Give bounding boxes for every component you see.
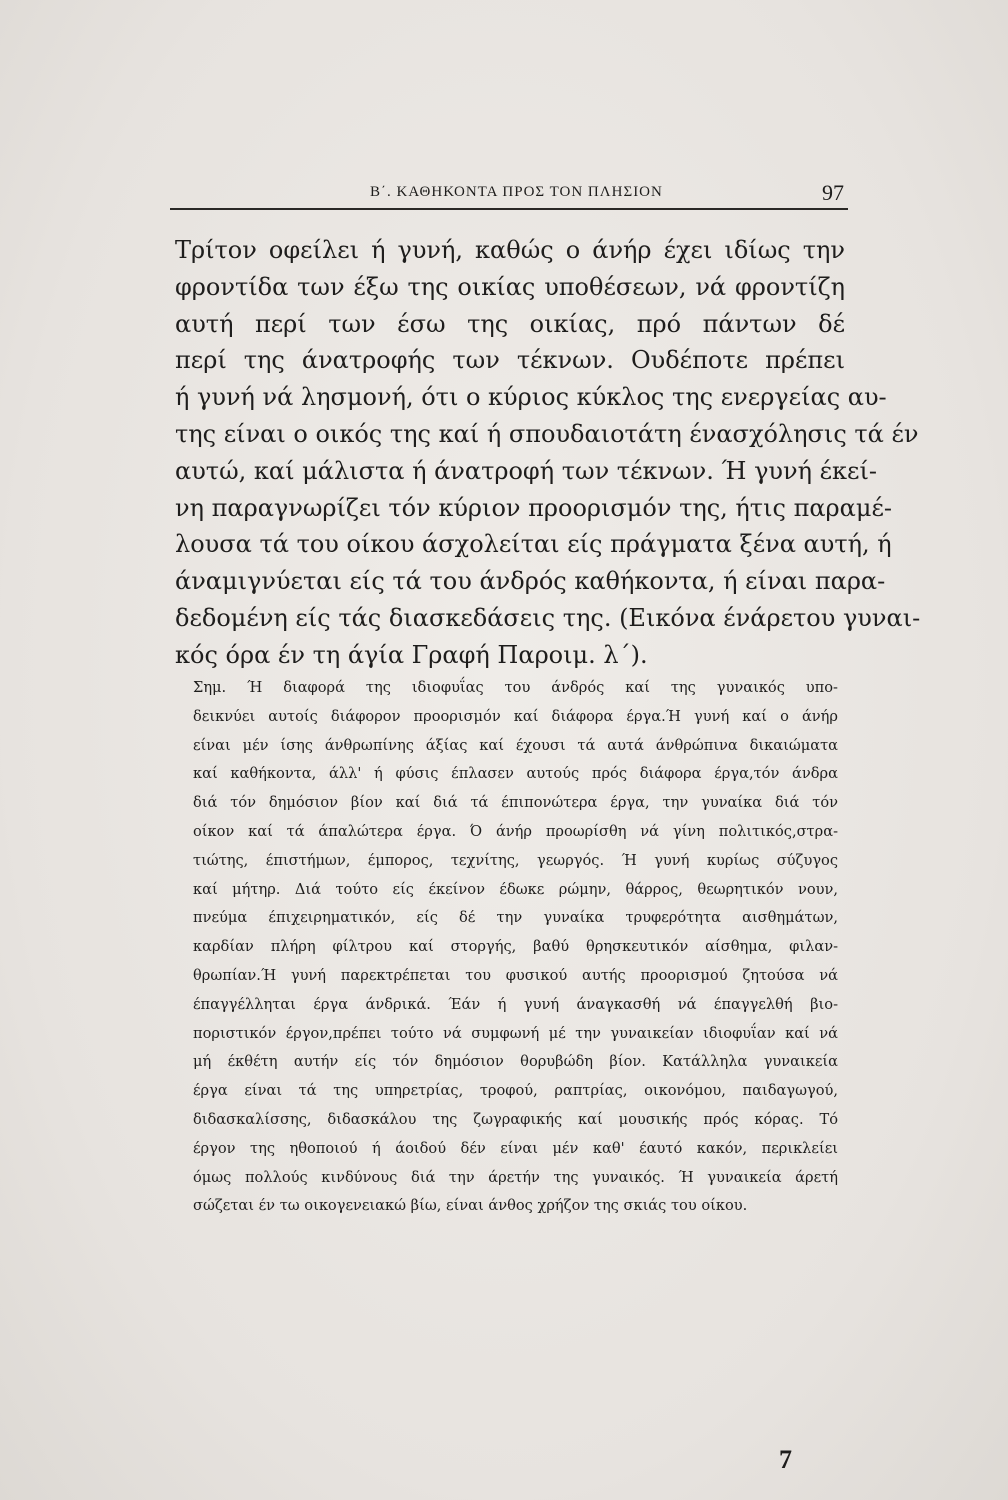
note-line: οίκον καί τά άπαλώτερα έργα. Ό άνήρ προωρίσθη νά γίνη πολιτικός,στρα- (193, 822, 838, 840)
note-line: έργον της ηθοποιού ή άοιδού δέν είναι μέν καθ' έαυτό κακόν, περικλείει (193, 1139, 838, 1157)
note-line: καί καθήκοντα, άλλ' ή φύσις έπλασεν αυτούς πρός διάφορα έργα,τόν άνδρα (193, 765, 838, 783)
body-line: φροντίδα των έξω της οικίας υποθέσεων, νά φροντίζη (175, 272, 845, 301)
running-head: Β΄. ΚΑΘΗΚΟΝΤΑ ΠΡΟΣ ΤΟΝ ΠΛΗΣΙΟΝ (370, 184, 663, 200)
note-line: θρωπίαν.Ή γυνή παρεκτρέπεται του φυσικού αυτής προορισμού ζητούσα νά (193, 966, 838, 984)
body-line: κός όρα έν τη άγία Γραφή Παροιμ. λ΄). (175, 640, 648, 669)
page-header (170, 180, 848, 210)
note-line: δεικνύει αυτοίς διάφορον προορισμόν καί διάφορα έργα.Ή γυνή καί ο άνήρ (193, 707, 838, 725)
body-line: λουσα τά του οίκου άσχολείται είς πράγματα ξένα αυτή, ή (175, 530, 892, 559)
note-line: διά τόν δημόσιον βίον καί διά τά έπιπονώτερα έργα, την γυναίκα διά τόν (193, 794, 838, 812)
body-line: της είναι ο οικός της καί ή σπουδαιοτάτη ένασχόλησις τά έν (175, 419, 919, 448)
note-line: έργα είναι τά της υπηρετρίας, τροφού, ραπτρίας, οικονόμου, παιδαγωγού, (193, 1082, 838, 1100)
note-line: όμως πολλούς κινδύνους διά την άρετήν της γυναικός. Ή γυναικεία άρετή (193, 1168, 838, 1186)
body-line: ή γυνή νά λησμονή, ότι ο κύριος κύκλος της ενεργείας αυ- (175, 383, 887, 412)
note-line: ποριστικόν έργον,πρέπει τούτο νά συμφωνή μέ την γυναικείαν ιδιοφυΐαν καί νά (193, 1024, 838, 1042)
note-line: έπαγγέλληται έργα άνδρικά. Έάν ή γυνή άναγκασθή νά έπαγγελθή βιο- (193, 995, 838, 1013)
note-line: πνεύμα έπιχειρηματικόν, είς δέ την γυναίκα τρυφερότητα αισθημάτων, (193, 909, 838, 927)
body-line: νη παραγνωρίζει τόν κύριον προορισμόν της, ήτις παραμέ- (175, 493, 892, 522)
signature-mark: 7 (779, 1445, 792, 1474)
note-line: διδασκαλίσσης, διδασκάλου της ζωγραφικής καί μουσικής πρός κόρας. Τό (193, 1110, 838, 1128)
note-line: είναι μέν ίσης άνθρωπίνης άξίας καί έχουσι τά αυτά άνθρώπινα δικαιώματα (193, 736, 838, 754)
body-line: αυτώ, καί μάλιστα ή άνατροφή των τέκνων. Ή γυνή έκεί- (175, 456, 877, 485)
body-line: δεδομένη είς τάς διασκεδάσεις της. (Εικόνα ένάρετου γυναι- (175, 603, 921, 632)
note-line: καρδίαν πλήρη φίλτρου καί στοργής, βαθύ θρησκευτικόν αίσθημα, φιλαν- (193, 938, 838, 956)
footnote (193, 674, 838, 1221)
body-line: άναμιγνύεται είς τά του άνδρός καθήκοντα, ή είναι παρα- (175, 567, 886, 596)
page-number: 97 (822, 180, 844, 205)
note-line: τιώτης, έπιστήμων, έμπορος, τεχνίτης, γεωργός. Ή γυνή κυρίως σύζυγος (193, 851, 838, 869)
body-line: αυτή περί των έσω της οικίας, πρό πάντων δέ (175, 309, 845, 338)
note-line: μή έκθέτη αυτήν είς τόν δημόσιον θορυβώδη βίον. Κατάλληλα γυναικεία (193, 1053, 838, 1071)
body-line: περί της άνατροφής των τέκνων. Ουδέποτε πρέπει (175, 346, 845, 375)
body-line: Τρίτον οφείλει ή γυνή, καθώς ο άνήρ έχει ιδίως την (175, 236, 845, 264)
note-line: Σημ. Ή διαφορά της ιδιοφυΐας του άνδρός καί της γυναικός υπο- (193, 679, 838, 696)
main-paragraph (175, 232, 921, 674)
note-line: καί μήτηρ. Διά τούτο είς έκείνον έδωκε ρώμην, θάρρος, θεωρητικόν νουν, (193, 880, 838, 898)
note-line: σώζεται έν τω οικογενειακώ βίω, είναι άνθος χρήζον της σκιάς του οίκου. (193, 1197, 748, 1215)
